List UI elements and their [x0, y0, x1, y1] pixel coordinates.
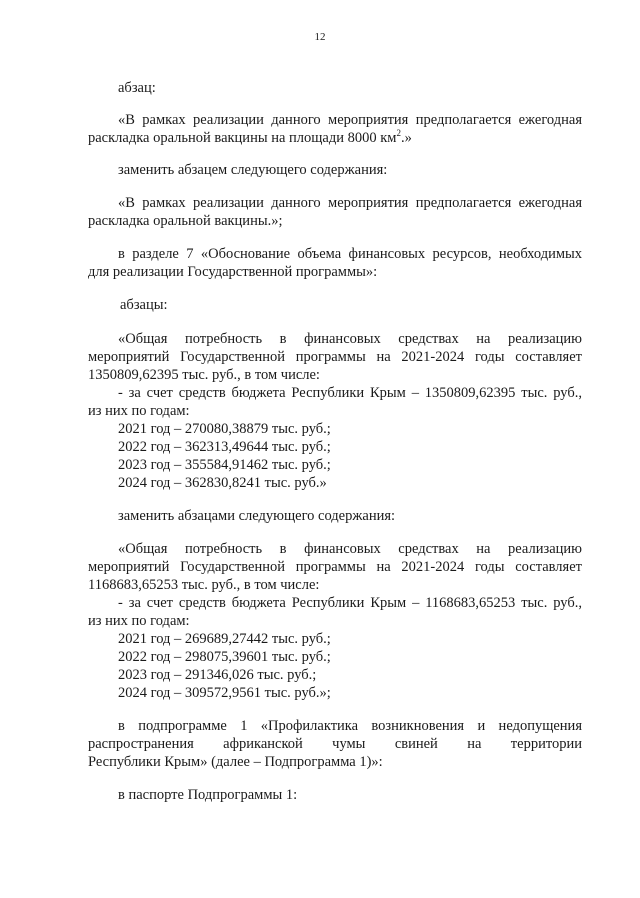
paragraph-8: заменить абзацами следующего содержания: — [118, 508, 396, 524]
old-text-line-2: мероприятий Государственной программы на 2021-2024 годы составляет — [88, 349, 582, 365]
old-year-2022: 2022 год – 362313,49644 тыс. руб.; — [118, 439, 331, 455]
paragraph-4-line-1: «В рамках реализации данного мероприятия предполагается ежегодная — [118, 195, 582, 211]
new-year-2024: 2024 год – 309572,9561 тыс. руб.»; — [118, 685, 331, 701]
new-text-line-3: 1168683,65253 тыс. руб., в том числе: — [88, 577, 320, 593]
paragraph-1: абзац: — [118, 80, 156, 96]
paragraph-11: в паспорте Подпрограммы 1: — [118, 787, 298, 803]
new-text-line-4: - за счет средств бюджета Республики Крым – 1168683,65253 тыс. руб., — [118, 595, 582, 611]
old-text-line-5: из них по годам: — [88, 403, 190, 419]
paragraph-5-line-2: для реализации Государственной программы»: — [88, 264, 378, 280]
paragraph-2-line-2-end: .» — [400, 130, 412, 146]
old-text-line-3: 1350809,62395 тыс. руб., в том числе: — [88, 367, 320, 383]
old-year-2024: 2024 год – 362830,8241 тыс. руб.» — [118, 475, 327, 491]
paragraph-2-line-2-text: раскладка оральной вакцины на площади 8000 км — [88, 130, 397, 146]
old-year-2021: 2021 год – 270080,38879 тыс. руб.; — [118, 421, 331, 437]
paragraph-5-line-1: в разделе 7 «Обоснование объема финансовых ресурсов, необходимых — [118, 246, 582, 262]
old-text-line-4: - за счет средств бюджета Республики Крым – 1350809,62395 тыс. руб., — [118, 385, 582, 401]
new-text-line-2: мероприятий Государственной программы на 2021-2024 годы составляет — [88, 559, 582, 575]
paragraph-4-line-2: раскладка оральной вакцины.»; — [88, 213, 283, 229]
new-year-2023: 2023 год – 291346,026 тыс. руб.; — [118, 667, 317, 683]
old-year-2023: 2023 год – 355584,91462 тыс. руб.; — [118, 457, 331, 473]
new-year-2021: 2021 год – 269689,27442 тыс. руб.; — [118, 631, 331, 647]
paragraph-10-line-1: в подпрограмме 1 «Профилактика возникновения и недопущения — [118, 718, 582, 734]
paragraph-3: заменить абзацем следующего содержания: — [118, 162, 388, 178]
paragraph-10-line-2: распространения африканской чумы свиней на территории — [88, 736, 582, 752]
new-year-2022: 2022 год – 298075,39601 тыс. руб.; — [118, 649, 331, 665]
new-text-line-5: из них по годам: — [88, 613, 190, 629]
new-text-line-1: «Общая потребность в финансовых средствах на реализацию — [118, 541, 582, 557]
old-text-line-1: «Общая потребность в финансовых средствах на реализацию — [118, 331, 582, 347]
superscript: 2 — [396, 128, 401, 139]
page-number: 12 — [314, 31, 326, 43]
paragraph-2-line-2 — [88, 129, 412, 147]
paragraph-2-line-1: «В рамках реализации данного мероприятия предполагается ежегодная — [118, 112, 582, 128]
paragraph-6: абзацы: — [120, 297, 168, 313]
paragraph-10-line-3: Республики Крым» (далее – Подпрограмма 1)»: — [88, 754, 383, 770]
